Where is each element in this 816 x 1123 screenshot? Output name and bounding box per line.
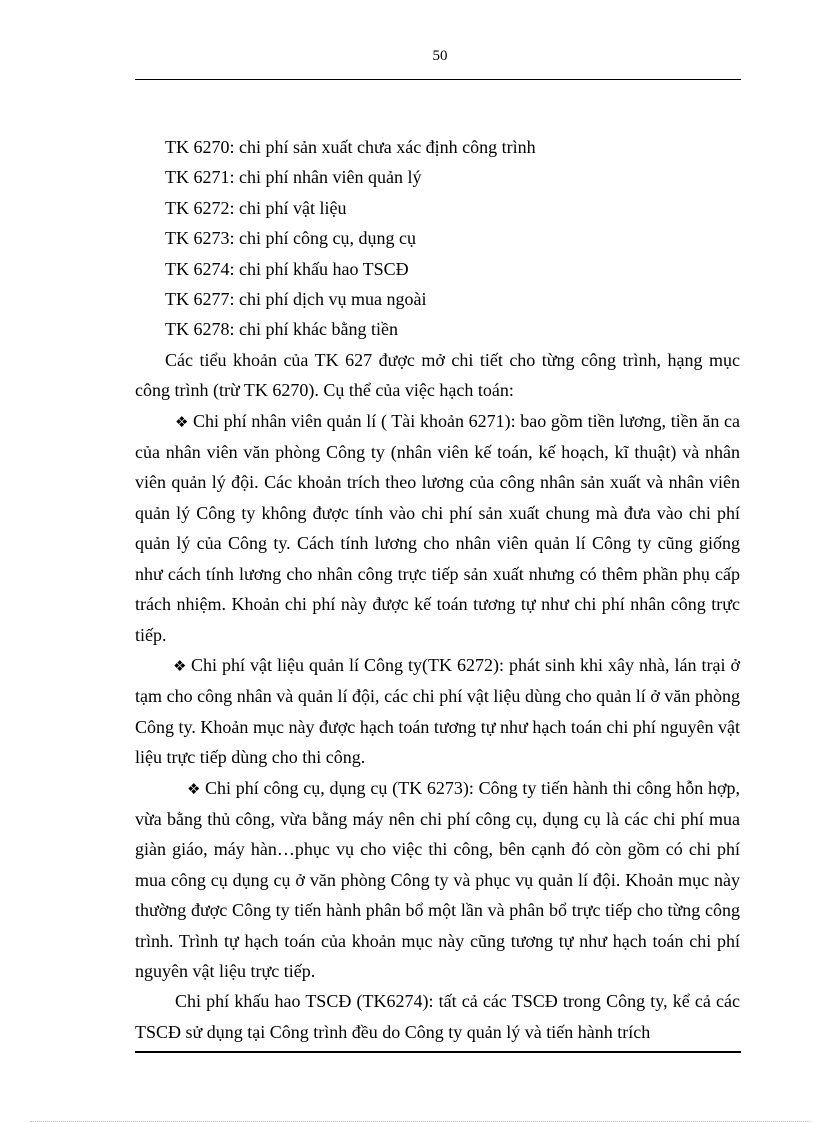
bullet-paragraph-management-staff: [135, 406, 740, 650]
closing-paragraph: Chi phí khấu hao TSCĐ (TK6274): tất cả các TSCĐ trong Công ty, kể cả các TSCĐ sử dụng tại Công trình đều do Công ty quản lý và tiến hành trích: [135, 991, 740, 1042]
page-number: 50: [432, 48, 448, 64]
bullet-text: Chi phí công cụ, dụng cụ (TK 6273): Công ty tiến hành thi công hỗn hợp, vừa bằng thủ công, vừa bằng máy nên chi phí công cụ, dụng cụ là các chi phí mua giàn giáo, máy hàn…phục vụ cho việc thi công, bên cạnh đó còn gồm có chi phí mua công cụ dụng cụ ở văn phòng Công ty và phục vụ quản lí đội. Khoản mục này thường được Công ty tiến hành phân bổ một lần và phân bổ trực tiếp cho từng công trình. Trình tự hạch toán của khoản mục này cũng tương tự như hạch toán chi phí nguyên vật liệu trực tiếp.: [135, 777, 740, 981]
diamond-bullet-icon: ❖: [187, 779, 201, 798]
bullet-paragraph-materials: [135, 650, 740, 773]
account-line-6271: TK 6271: chi phí nhân viên quản lý: [165, 167, 422, 188]
account-line-6274: TK 6274: chi phí khấu hao TSCĐ: [165, 258, 409, 279]
account-line-6277: TK 6277: chi phí dịch vụ mua ngoài: [165, 289, 427, 310]
account-line-6272: TK 6272: chi phí vật liệu: [165, 197, 347, 218]
diamond-bullet-icon: ❖: [173, 656, 187, 675]
page-edge-dotted-line: [30, 1121, 810, 1122]
account-line-6278: TK 6278: chi phí khác bằng tiền: [165, 319, 398, 340]
account-line-6273: TK 6273: chi phí công cụ, dụng cụ: [165, 228, 416, 249]
bullet-text: Chi phí nhân viên quản lí ( Tài khoản 6271): bao gồm tiền lương, tiền ăn ca của nhân viên văn phòng Công ty (nhân viên kế toán, kế hoạch, kĩ thuật) và nhân viên quản lý đội. Các khoản trích theo lương của công nhân sản xuất và nhân viên quản lý Công ty không được tính vào chi phí sản xuất chung mà đưa vào chi phí quản lý của Công ty. Cách tính lương cho nhân viên quản lí Công ty cũng giống như cách tính lương cho nhân công trực tiếp sản xuất nhưng có thêm phần phụ cấp trách nhiệm. Khoản chi phí này được kế toán tương tự như chi phí nhân công trực tiếp.: [135, 410, 740, 645]
intro-paragraph: Các tiểu khoản của TK 627 được mở chi tiết cho từng công trình, hạng mục công trình (trừ TK 6270). Cụ thể của việc hạch toán:: [135, 349, 740, 401]
account-line-6270: TK 6270: chi phí sản xuất chưa xác định công trình: [165, 137, 536, 157]
diamond-bullet-icon: ❖: [175, 412, 189, 431]
bullet-text: Chi phí vật liệu quản lí Công ty(TK 6272): phát sinh khi xây nhà, lán trại ở tạm cho công nhân và quản lí đội, các chi phí vật liệu dùng cho quản lí ở văn phòng Công ty. Khoản mục này được hạch toán tương tự như hạch toán chi phí nguyên vật liệu trực tiếp dùng cho thi công.: [135, 654, 740, 768]
bullet-paragraph-tools: [135, 773, 740, 987]
page-body: [135, 132, 740, 1047]
header-rule: [135, 79, 741, 80]
footer-rule: [135, 1051, 741, 1053]
